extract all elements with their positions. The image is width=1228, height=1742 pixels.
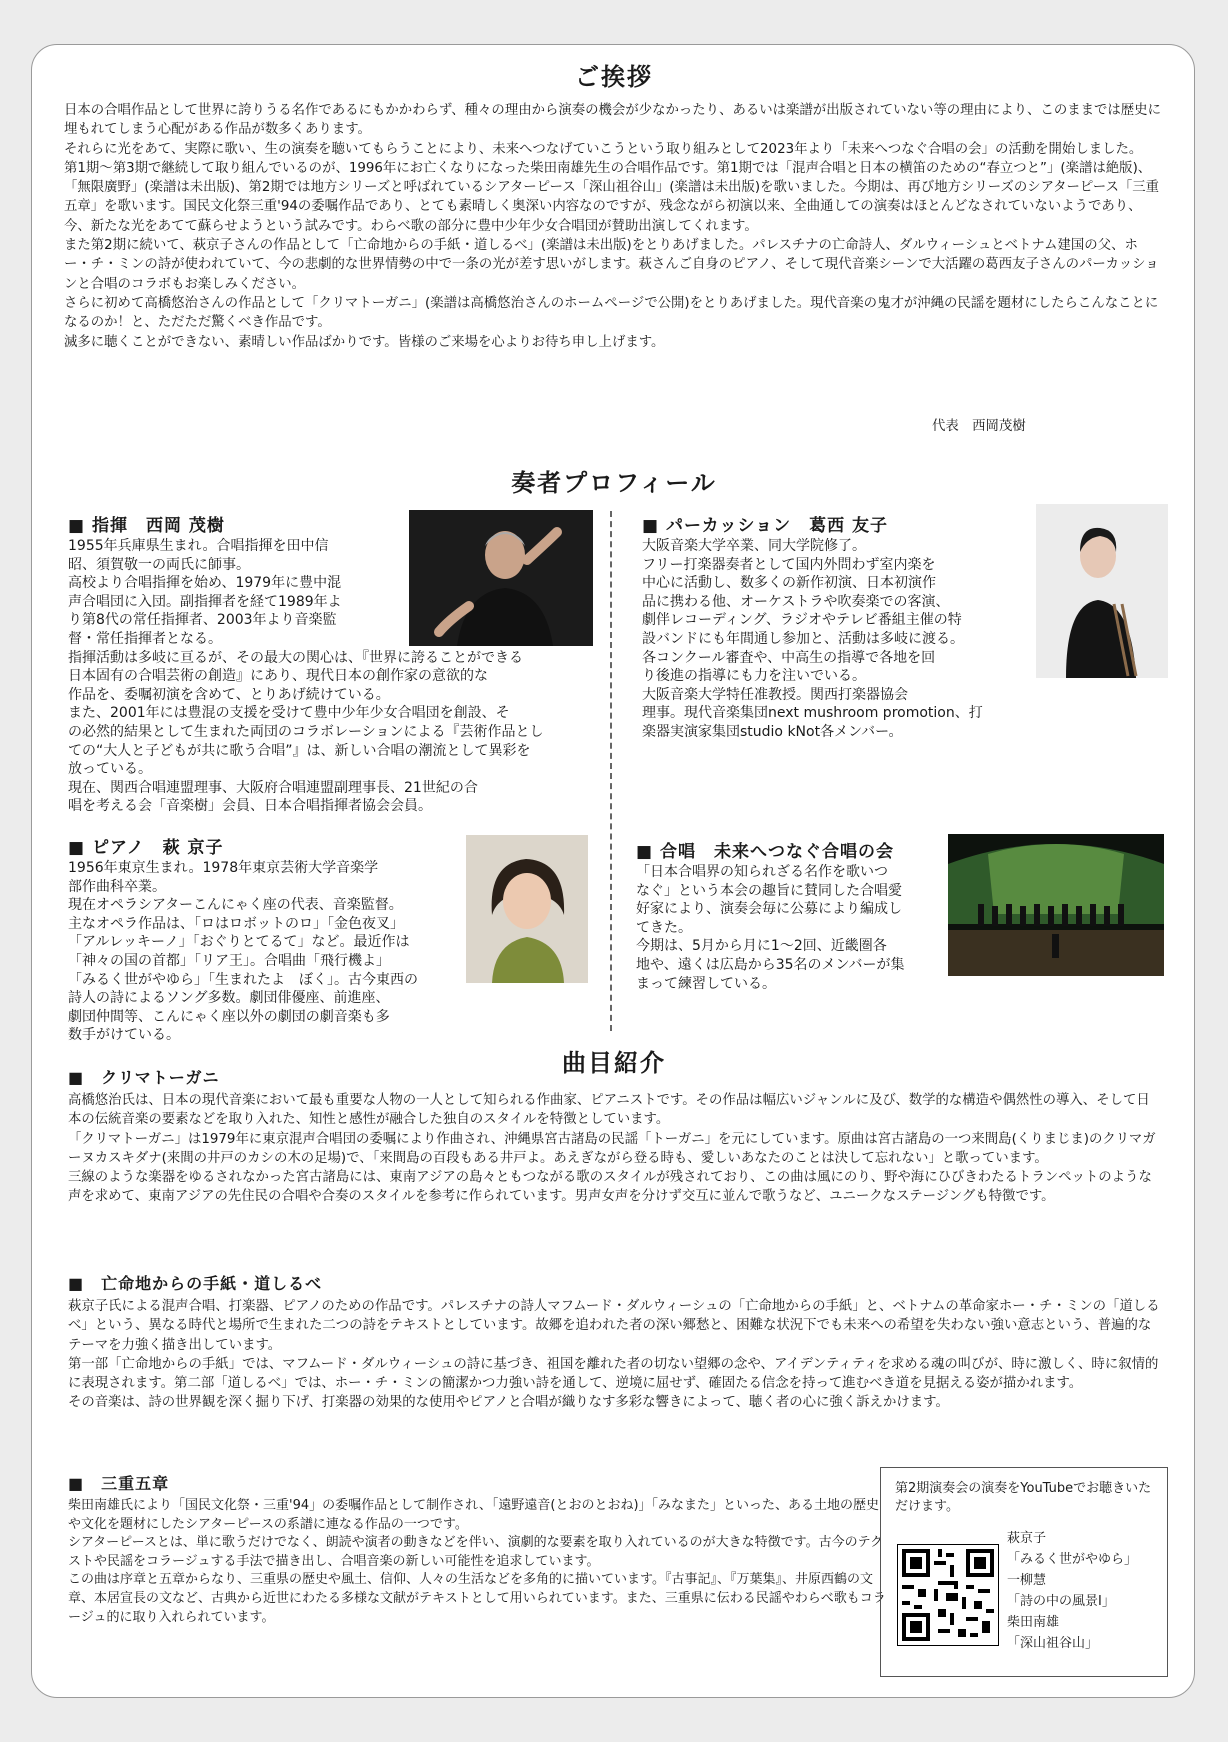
program-paragraph: この曲は序章と五章からなり、三重県の歴史や風土、信仰、人々の生活などを多角的に描いています。『古事記』、『万葉集』、井原西鶴の文章、本居宣長の文など、古典から近世にわたる多様な文献がテキストとして用いられています。また、三重県に伝わる民謡やわらべ歌もコラージュ的に取り入れられています。 [68,1572,886,1625]
bio-line: 理事。現代音楽集団next mushroom promotion、打 [642,705,983,722]
bio-line: 各コンクール審査や、中高生の指導で各地を回 [642,649,936,666]
youtube-list [1007,1528,1167,1654]
bio-line: 「神々の国の首都」「リア王」。合唱曲「飛行機よ」 [68,952,390,969]
conductor-heading: ■ 指揮 西岡 茂樹 [68,516,225,536]
bio-line: 作品を、委嘱初演を含めて、とりあげ続けている。 [68,686,390,703]
program-item-heading: ■ 亡命地からの手紙・道しるべ [68,1274,323,1293]
bio-line: 劇団仲間等、こんにゃく座以外の劇団の劇音楽も多 [68,1008,390,1025]
bio-line: 「アルレッキーノ」「おぐりとてるて」など。最近作は [68,934,410,951]
bio-line: フリー打楽器奏者として国内外問わず室内楽を [642,556,936,573]
bio-line: 品に携わる他、オーケストラや吹奏楽での客演、 [642,593,950,610]
bio-line: 日本固有の合唱芸術の創造』にあり、現代日本の創作家の意欲的な [68,668,488,685]
percussion-heading: ■ パーカッション 葛西 友子 [642,516,889,536]
youtube-list-line: 「みるく世がやゆら」 [1007,1552,1138,1567]
bio-line: また、2001年には豊混の支援を受けて豊中少年少女合唱団を創設、そ [68,705,510,722]
bio-line: 1956年東京生まれ。1978年東京芸術大学音楽学 [68,860,379,876]
greeting-signature: 代表 西岡茂樹 [932,419,1026,434]
youtube-list-line: 萩京子 [1007,1531,1047,1546]
bio-line: 大阪音楽大学特任准教授。関西打楽器協会 [642,686,908,703]
bio-line: 声合唱団に入団。副指揮者を経て1989年よ [68,593,342,610]
greeting-paragraph: 日本の合唱作品として世界に誇りうる名作であるにもかかわらず、種々の理由から演奏の機会が少なかったり、あるいは楽譜が出版されていない等の理由により、このままでは歴史に埋もれてしまう心配がある作品が数多くあります。 [64,103,1161,138]
bio-line: なぐ」という本会の趣旨に賛同した合唱愛 [636,882,902,899]
bio-line: り第8代の常任指揮者、2003年より音楽監 [68,612,337,629]
program-item-heading: ■ 三重五章 [68,1474,170,1493]
youtube-info-box [880,1467,1168,1677]
program-paragraph: その音楽は、詩の世界観を深く掘り下げ、打楽器の効果的な使用やピアノと合唱が織りなす多彩な響きによって、聴く者の心に強く訴えかけます。 [68,1395,949,1411]
bio-line: 楽器実演家集団studio kNot各メンバー。 [642,723,903,740]
greeting-title: ご挨拶 [575,63,653,91]
bio-line: 設バンドにも年間通し参加と、活動は多岐に渡る。 [642,630,964,647]
youtube-list-line: 「深山祖谷山」 [1007,1636,1099,1651]
bio-line: 唱を考える会「音楽樹」会員、日本合唱指揮者協会会員。 [68,798,432,815]
program-item-body [68,1497,888,1627]
program-item-body [68,1297,1160,1413]
program-paragraph: 萩京子氏による混声合唱、打楽器、ピアノのための作品です。パレスチナの詩人マフムード・ダルウィーシュの「亡命地からの手紙」と、ベトナムの革命家ホー・チ・ミンの「道しるべ」という、異なる時代と場所で生まれた二つの詩をテキストとしています。故郷を追われた者の深い郷愁と、困難な状況下でも未来への希望を失わない強い意志という、普遍的なテーマを力強く描き出しています。 [68,1299,1160,1353]
choir-heading: ■ 合唱 未来へつなぐ合唱の会 [636,842,894,862]
bio-line: 昭、須賀敬一の両氏に師事。 [68,556,250,573]
bio-line: り後進の指導にも力を注いでいる。 [642,668,866,685]
bio-line: 「みるく世がやゆら」「生まれたよ ぼく」。古今東西の [68,971,418,988]
profiles-title: 奏者プロフィール [511,469,717,497]
bio-line: ての“大人と子どもが共に歌う合唱”』は、新しい合唱の潮流として異彩を [68,742,531,759]
profile-divider [610,511,612,1031]
bio-line: 現在、関西合唱連盟理事、大阪府合唱連盟副理事長、21世紀の合 [68,779,478,796]
bio-line: 数手がけている。 [68,1027,180,1044]
piano-heading: ■ ピアノ 萩 京子 [68,838,224,858]
greeting-paragraph: それらに光をあて、実際に歌い、生の演奏を聴いてもらうことにより、未来へつなげていこうという取り組みとして2023年より「未来へつなぐ合唱の会」の活動を開始しました。 [64,141,1143,157]
bio-line: 督・常任指揮者となる。 [68,630,222,647]
bio-line: 中心に活動し、数多くの新作初演、日本初演作 [642,575,936,592]
bio-line: 詩人の詩によるソング多数。劇団俳優座、前進座、 [68,990,390,1007]
youtube-list-line: 「詩の中の風景Ⅰ」 [1007,1594,1115,1609]
bio-line: 1955年兵庫県生まれ。合唱指揮を田中信 [68,538,329,554]
program-item-body [68,1091,1160,1207]
qr-code[interactable] [897,1544,999,1646]
bio-line: の必然的結果として生まれた両団のコラボレーションによる『芸術作品とし [68,723,544,740]
youtube-list-line: 柴田南雄 [1007,1615,1060,1630]
bio-line: 現在オペラシアターこんにゃく座の代表、音楽監督。 [68,897,403,914]
bio-line: 主なオペラ作品は、「ロはロボットのロ」「金色夜叉」 [68,915,404,932]
bio-line: まって練習している。 [636,975,776,992]
program-paragraph: 「クリマトーガニ」は1979年に東京混声合唱団の委嘱により作曲され、沖縄県宮古諸島の民謡「トーガニ」を元にしています。原曲は宮古諸島の一つ来間島(くりまじま)のクリマガーヌカスキダナ(来間の井戸のカシの木の足場)で、「来間島の百段もある井戸よ。あえぎながら登る時も、愛しいあなたのことは決して忘れない」と歌っています。 [68,1131,1156,1166]
bio-line: 劇伴レコーディング、ラジオやテレビ番組主催の特 [642,612,962,629]
program-paragraph: 柴田南雄氏により「国民文化祭・三重'94」の委嘱作品として制作され、「遠野遠音(とおのとおね)」「みなまた」といった、ある土地の歴史や文化を題材にしたシアターピースの系譜に連なる作品の一つです。 [68,1498,880,1532]
greeting-paragraph: また第2期に続いて、萩京子さんの作品として「亡命地からの手紙・道しるべ」(楽譜は未出版)をとりあげました。パレスチナの亡命詩人、ダルウィーシュとベトナム建国の父、ホー・チ・ミンの詩が使われていて、今の悲劇的な世界情勢の中で一条の光が差す思いがします。萩さんご自身のピアノ、そして現代音楽シーンで大活躍の葛西友子さんのパーカッションと合唱のコラボもお楽しみください。 [64,238,1159,292]
bio-line: 今期は、5月から月に1〜2回、近畿圏各 [636,938,887,955]
program-paragraph: 三線のような楽器をゆるされなかった宮古諸島には、東南アジアの島々ともつながる歌のスタイルが残されており、この曲は風にのり、野や海にひびきわたるトランペットのような声を求めて、東南アジアの先住民の合唱や合奏のスタイルを参考に作られています。男声女声を分けず交互に並んで歌うなど、ユニークなステージングも特徴です。 [68,1170,1152,1205]
document-sheet [31,44,1195,1698]
bio-line: 大阪音楽大学卒業、同大学院修了。 [642,538,866,554]
youtube-list-line: 一柳慧 [1007,1573,1047,1588]
program-paragraph: 第一部「亡命地からの手紙」では、マフムード・ダルウィーシュの詩に基づき、祖国を離れた者の切ない望郷の念や、アイデンティティを求める魂の叫びが、時に激しく、時に叙情的に表現されます。第二部「道しるべ」では、ホー・チ・ミンの簡潔かつ力強い詩を通して、逆境に屈せず、確固たる信念を持って進むべき道を見据える姿が描かれます。 [68,1356,1159,1392]
bio-line: 好家により、演奏会毎に公募により編成し [636,901,902,918]
greeting-paragraph: 滅多に聴くことができない、素晴しい作品ばかりです。皆様のご来場を心よりお待ち申し上げます。 [64,334,665,350]
bio-line: 部作曲科卒業。 [68,878,166,895]
program-paragraph: シアターピースとは、単に歌うだけでなく、朗読や演者の動きなどを伴い、演劇的な要素を取り入れているのが大きな特徴です。古今のテクストや民謡をコラージュする手法で描き出し、合唱音楽の新しい可能性を追求しています。 [68,1535,884,1569]
youtube-intro: 第2期演奏会の演奏をYouTubeでお聴きいただけます。 [895,1481,1152,1514]
choir-bio [636,863,936,993]
program-paragraph: 高橋悠治氏は、日本の現代音楽において最も重要な人物の一人として知られる作曲家、ピアニストです。その作品は幅広いジャンルに及び、数学的な構造や偶然性の導入、そして日本の伝統音楽の要素などを取り入れた、知性と感性が融合した独自のスタイルを特徴としています。 [68,1093,1150,1128]
choir-photo [948,834,1164,976]
bio-line: 地や、遠くは広島から35名のメンバーが集 [636,956,905,973]
greeting-paragraph: さらに初めて高橋悠治さんの作品として「クリマトーガニ」(楽譜は高橋悠治さんのホームページで公開)をとりあげました。現代音楽の鬼才が沖縄の民謡を題材にしたらこんなことになるのか！と、ただただ驚くべき作品です。 [64,295,1159,331]
program-title: 曲目紹介 [562,1049,666,1077]
percussion-photo [1036,504,1168,678]
percussion-bio [642,537,1022,742]
conductor-bio [68,537,608,816]
bio-line: 高校より合唱指揮を始め、1979年に豊中混 [68,575,342,592]
bio-line: てきた。 [636,919,692,936]
greeting-paragraph: 第1期〜第3期で継続して取り組んでいるのが、1996年にお亡くなりになった柴田南雄先生の合唱作品です。第1期では「混声合唱と日本の横笛のための“春立つと”」(楽譜は絶版)、「無限廣野」(楽譜は未出版)、第2期では地方シリーズと呼ばれているシアターピース「深山祖谷山」(楽譜は未出版)を歌いました。今期は、再び地方シリーズのシアターピース「三重五章」を歌います。国民文化祭三重'94の委嘱作品であり、とても素晴しく奥深い内容なのですが、残念ながら初演以来、全曲通しての演奏はほとんどなされていないようであり、今、新たな光をあてて蘇らせようという試みです。わらべ歌の部分に豊中少年少女合唱団が賛助出演してくれます。 [64,160,1160,234]
bio-line: 指揮活動は多岐に亘るが、その最大の関心は、『世界に誇ることができる [68,649,523,666]
bio-line: 「日本合唱界の知られざる名作を歌いつ [636,864,888,880]
greeting-body [64,101,1164,352]
program-item-heading: ■ クリマトーガニ [68,1068,220,1087]
piano-photo [466,835,588,983]
bio-line: 放っている。 [68,761,152,778]
piano-bio [68,859,478,1045]
